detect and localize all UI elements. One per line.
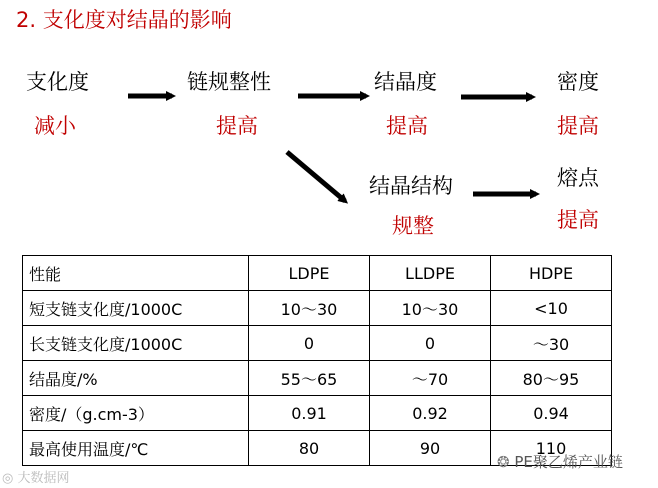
header-cell: HDPE — [491, 256, 612, 291]
table-cell: 80～95 — [491, 361, 612, 396]
table-cell: 0 — [370, 326, 491, 361]
properties-table — [22, 255, 612, 466]
crystallinity-label: 结晶度 — [374, 70, 437, 94]
table-cell: <10 — [491, 291, 612, 326]
crystal-structure-effect: 规整 — [392, 214, 434, 238]
chain-regularity-label: 链规整性 — [187, 70, 271, 94]
chat-bubble-icon: ❂ — [497, 453, 510, 471]
slide-title: 2. 支化度对结晶的影响 — [16, 8, 232, 32]
table-row — [23, 291, 612, 326]
watermark-right: ❂ PE聚乙烯产业链 — [497, 453, 623, 471]
table-row — [23, 396, 612, 431]
arrow-regularity-to-structure — [287, 152, 345, 201]
watermark-left: ◎ 大数据网 — [2, 471, 70, 486]
table-cell: 0.91 — [249, 396, 370, 431]
table-row — [23, 361, 612, 396]
crystallinity-effect: 提高 — [386, 114, 428, 138]
table-cell: 短支链支化度/1000C — [23, 291, 249, 326]
table-cell: ～70 — [370, 361, 491, 396]
melting-point-label: 熔点 — [557, 166, 599, 190]
table-cell: 10～30 — [370, 291, 491, 326]
density-effect: 提高 — [557, 114, 599, 138]
table-row — [23, 326, 612, 361]
table-cell: 0.94 — [491, 396, 612, 431]
melting-point-effect: 提高 — [557, 208, 599, 232]
density-label: 密度 — [557, 70, 599, 94]
table-header-row — [23, 256, 612, 291]
crystal-structure-label: 结晶结构 — [369, 174, 453, 198]
header-cell: LLDPE — [370, 256, 491, 291]
table-cell: ～30 — [491, 326, 612, 361]
table-cell: 10～30 — [249, 291, 370, 326]
table-cell: 55～65 — [249, 361, 370, 396]
table-cell: 90 — [370, 431, 491, 466]
branching-label: 支化度 — [26, 70, 89, 94]
table-cell: 最高使用温度/℃ — [23, 431, 249, 466]
table-cell: 密度/（g.cm-3） — [23, 396, 249, 431]
table-cell: 0.92 — [370, 396, 491, 431]
table-cell: 110 — [491, 431, 612, 466]
chain-regularity-effect: 提高 — [216, 114, 258, 138]
header-cell: 性能 — [23, 256, 249, 291]
table-cell: 长支链支化度/1000C — [23, 326, 249, 361]
watermark-logo-icon: ◎ — [2, 471, 14, 486]
table-cell: 0 — [249, 326, 370, 361]
branching-effect: 减小 — [34, 114, 76, 138]
table-cell: 80 — [249, 431, 370, 466]
table-cell: 结晶度/% — [23, 361, 249, 396]
header-cell: LDPE — [249, 256, 370, 291]
